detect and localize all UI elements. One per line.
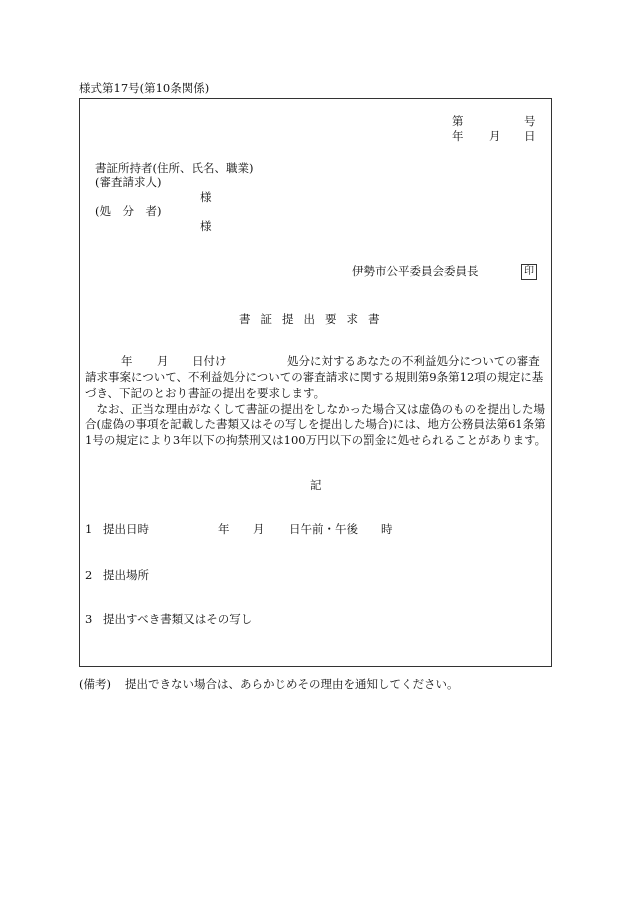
item-1-day-ampm: 日午前・午後 (289, 522, 358, 536)
body-line-3: づき、下記のとおり書証の提出を要求します。 (85, 386, 326, 400)
date-year: 年 (452, 129, 464, 143)
date-day: 日 (524, 129, 536, 143)
remarks-label: (備考) (79, 677, 111, 691)
item-2-number: 2 (85, 568, 93, 582)
requester-label: (審査請求人) (95, 175, 162, 189)
remarks-text: 提出できない場合は、あらかじめその理由を通知してください。 (125, 677, 459, 691)
item-1-month: 月 (253, 522, 265, 536)
document-title: 書証提出要求書 (239, 312, 390, 326)
item-1-label: 提出日時 (103, 522, 149, 536)
body-year: 年 (121, 354, 133, 368)
body-line-4: なお、正当な理由がなくして書証の提出をしなかった場合又は虚偽のものを提出した場 (85, 402, 545, 416)
item-3-label: 提出すべき書類又はその写し (103, 612, 253, 626)
item-3-number: 3 (85, 612, 93, 626)
body-line-5: 合(虚偽の事項を記載した書類又はその写しを提出した場合)には、地方公務員法第61条第 (85, 417, 546, 431)
number-prefix: 第 (452, 114, 464, 128)
body-dated: 日付け (192, 354, 227, 368)
item-1-year: 年 (218, 522, 230, 536)
body-line-6: 1号の規定により3年以下の拘禁刑又は100万円以下の罰金に処せられることがあります。 (85, 433, 547, 447)
body-line-1: 処分に対するあなたの不利益処分についての審査 (287, 354, 540, 368)
item-2-label: 提出場所 (103, 568, 149, 582)
ki-heading: 記 (310, 478, 322, 492)
body-line-2: 請求事案について、不利益処分についての審査請求に関する規則第9条第12項の規定に基 (85, 370, 544, 384)
body-month: 月 (157, 354, 169, 368)
honorific-sama-1: 様 (200, 190, 212, 204)
number-suffix: 号 (524, 114, 536, 128)
date-month: 月 (489, 129, 501, 143)
holder-label: 書証所持者(住所、氏名、職業) (95, 161, 254, 175)
disposer-label: (処 分 者) (95, 204, 162, 218)
issuer-name: 伊勢市公平委員会委員長 (352, 264, 479, 278)
item-1-number: 1 (85, 522, 93, 536)
form-label: 様式第17号(第10条関係) (79, 81, 210, 95)
seal-mark: 印 (521, 264, 537, 280)
item-1-hour: 時 (381, 522, 393, 536)
honorific-sama-2: 様 (200, 219, 212, 233)
